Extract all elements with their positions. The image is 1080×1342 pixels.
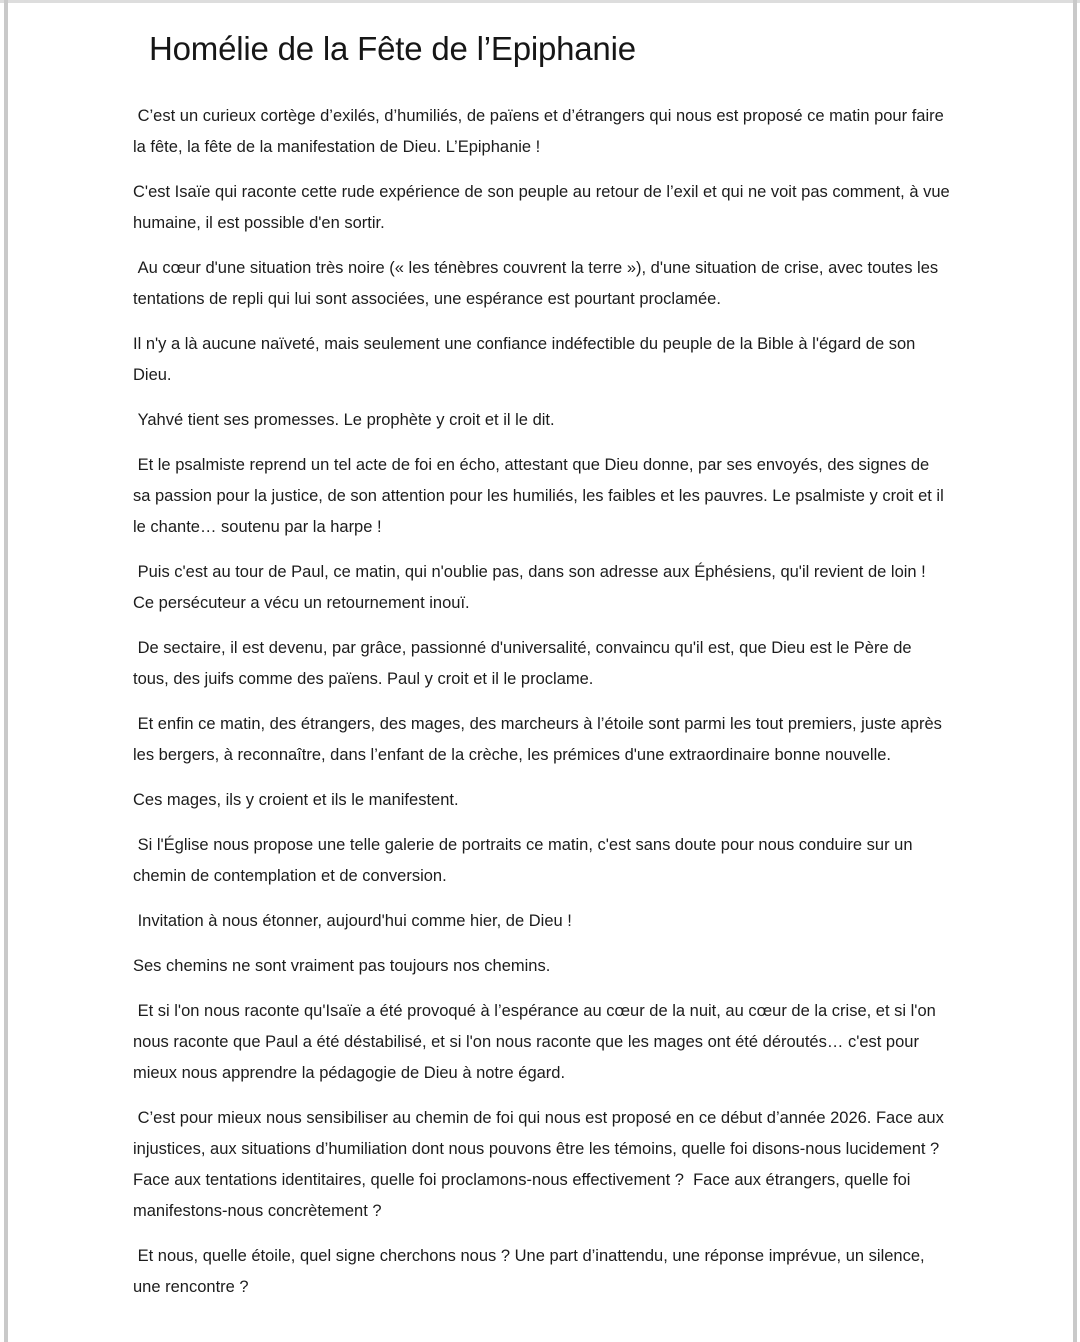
paragraph: Et si l'on nous raconte qu'Isaïe a été provoqué à l’espérance au cœur de la nuit, au cœur de la crise, et si l'on nous raconte que Paul a été déstabilisé, et si l'on nous raconte que les mages ont été déroutés… c'est pour mieux nous apprendre la pédagogie de Dieu à notre égard. [133,1001,941,1082]
paragraph: Ces mages, ils y croient et ils le manifestent. [133,790,459,809]
paragraph: Si l'Église nous propose une telle galerie de portraits ce matin, c'est sans doute pour nous conduire sur un chemin de contemplation et de conversion. [133,835,918,885]
paragraph: C'est Isaïe qui raconte cette rude expérience de son peuple au retour de l’exil et qui ne voit pas comment, à vue humaine, il est possible d'en sortir. [133,182,955,232]
paragraph: Invitation à nous étonner, aujourd'hui comme hier, de Dieu ! [133,911,572,930]
paragraph: De sectaire, il est devenu, par grâce, passionné d'universalité, convaincu qu'il est, que Dieu est le Père de tous, des juifs comme des païens. Paul y croit et il le proclame. [133,638,917,688]
paragraph: Ses chemins ne sont vraiment pas toujours nos chemins. [133,956,551,975]
paragraph: C’est un curieux cortège d’exilés, d’humiliés, de païens et d’étrangers qui nous est proposé ce matin pour faire la fête, la fête de la manifestation de Dieu. L’Epiphanie ! [133,106,949,156]
paragraph: Et enfin ce matin, des étrangers, des mages, des marcheurs à l’étoile sont parmi les tout premiers, juste après les bergers, à reconnaître, dans l’enfant de la crèche, les prémices d'une extraordinaire bonne nouvelle. [133,714,947,764]
paragraph: Au cœur d'une situation très noire (« les ténèbres couvrent la terre »), d'une situation de crise, avec toutes les tentations de repli qui lui sont associées, une espérance est pourtant proclamée. [133,258,943,308]
document-title: Homélie de la Fête de l’Epiphanie [149,30,636,67]
paragraph: Et le psalmiste reprend un tel acte de foi en écho, attestant que Dieu donne, par ses envoyés, des signes de sa passion pour la justice, de son attention pour les humiliés, les faibles et les pauvres. Le psalmiste y croit et il le chante… soutenu par la harpe ! [133,455,949,536]
paragraph: Yahvé tient ses promesses. Le prophète y croit et il le dit. [133,410,555,429]
document-body [133,101,955,1303]
paragraph: Puis c'est au tour de Paul, ce matin, qui n'oublie pas, dans son adresse aux Éphésiens, qu'il revient de loin ! Ce persécuteur a vécu un retournement inouï. [133,562,931,612]
paragraph: Et nous, quelle étoile, quel signe cherchons nous ? Une part d’inattendu, une réponse imprévue, un silence, une rencontre ? [133,1246,930,1296]
paragraph: Il n'y a là aucune naïveté, mais seulement une confiance indéfectible du peuple de la Bible à l'égard de son Dieu. [133,334,920,384]
paragraph: C’est pour mieux nous sensibiliser au chemin de foi qui nous est proposé en ce début d’année 2026. Face aux injustices, aux situations d’humiliation dont nous pouvons être les témoins, quelle foi disons-nous lucidement ? Face aux tentations identitaires, quelle foi proclamons-nous effectivement ? Face aux étrangers, quelle foi manifestons-nous concrètement ? [133,1108,949,1220]
